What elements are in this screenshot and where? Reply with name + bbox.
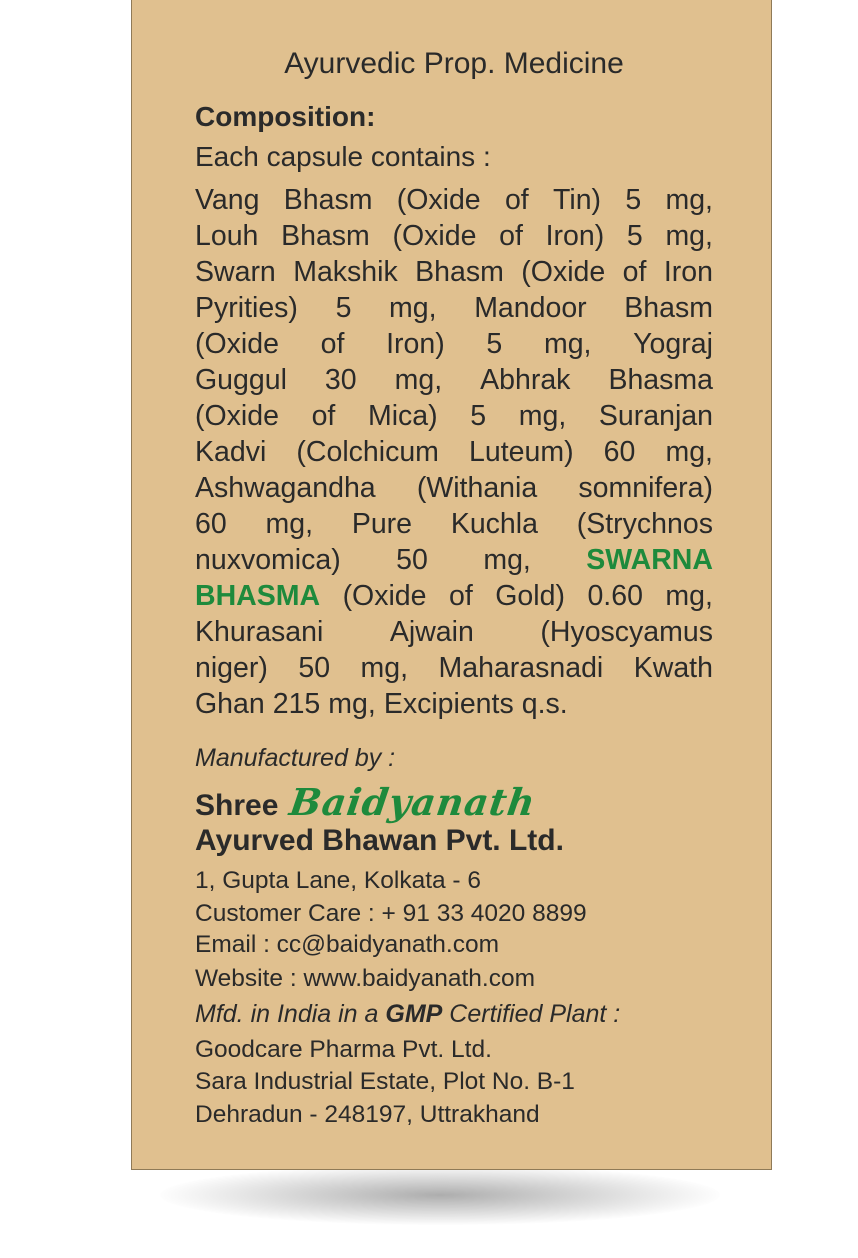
composition-word: Vang — [195, 184, 260, 216]
composition-word: (Oxide — [195, 400, 279, 432]
composition-word: Bhasm — [415, 256, 504, 288]
composition-word: of — [622, 256, 647, 288]
composition-text — [195, 182, 713, 722]
composition-word: Khurasani — [195, 616, 324, 648]
composition-word: Makshik — [293, 256, 398, 288]
composition-word: mg, — [328, 688, 376, 720]
composition-word: Yograj — [633, 328, 713, 360]
composition-word: (Colchicum — [296, 436, 439, 468]
composition-word: Suranjan — [598, 400, 713, 432]
company-name: Ayurved Bhawan Pvt. Ltd. — [195, 824, 564, 857]
composition-word: mg, — [483, 544, 531, 576]
composition-word: (Oxide — [195, 328, 279, 360]
composition-word: (Oxide — [392, 220, 477, 252]
composition-word: 215 — [272, 688, 321, 720]
composition-word: (Oxide — [521, 256, 606, 288]
composition-word: somnifera) — [578, 472, 713, 504]
gmp-statement — [195, 1000, 620, 1029]
composition-word: Bhasm — [283, 184, 373, 216]
composition-word: Iron) — [386, 328, 445, 360]
composition-word: Bhasm — [624, 292, 713, 324]
composition-word: nuxvomica) — [195, 544, 341, 576]
composition-word: Iron) — [545, 220, 605, 252]
composition-line — [195, 506, 713, 542]
plant-name: Goodcare Pharma Pvt. Ltd. — [195, 1036, 492, 1063]
composition-word: Gold) — [495, 580, 565, 612]
company-address: 1, Gupta Lane, Kolkata - 6 — [195, 867, 482, 894]
composition-word: Ashwagandha — [195, 472, 376, 504]
composition-word: SWARNA — [586, 544, 713, 576]
composition-word: 50 — [396, 544, 428, 576]
composition-word: Abhrak — [480, 364, 571, 396]
composition-word: mg, — [265, 508, 314, 540]
composition-word: Pyrities) — [195, 292, 298, 324]
composition-word: mg, — [665, 184, 713, 216]
composition-word: 5 — [626, 220, 643, 252]
composition-line — [195, 326, 713, 362]
composition-word: Swarn — [195, 256, 276, 288]
composition-word: mg, — [665, 580, 713, 612]
composition-line — [195, 182, 713, 218]
composition-word: mg, — [518, 400, 567, 432]
composition-line — [195, 254, 713, 290]
composition-word: Mica) — [367, 400, 438, 432]
composition-word: Kadvi — [195, 436, 267, 468]
composition-word: of — [499, 220, 523, 252]
composition-word: (Strychnos — [576, 508, 713, 540]
composition-word: 60 — [195, 508, 227, 540]
composition-word: (Withania — [416, 472, 538, 504]
composition-line — [195, 578, 713, 614]
composition-word: of — [449, 580, 473, 612]
composition-line — [195, 290, 713, 326]
composition-word: mg, — [543, 328, 592, 360]
plant-address-2: Dehradun - 248197, Uttrakhand — [195, 1101, 540, 1128]
product-category: Ayurvedic Prop. Medicine — [284, 47, 624, 80]
customer-care: Customer Care : + 91 33 4020 8899 — [195, 900, 587, 927]
composition-line — [195, 218, 713, 254]
composition-line — [195, 398, 713, 434]
composition-line — [195, 542, 713, 578]
composition-word: 50 — [298, 652, 331, 684]
composition-word: mg, — [389, 292, 437, 324]
label-shadow — [160, 1165, 720, 1225]
composition-word: Bhasm — [281, 220, 370, 252]
composition-word: Pure — [351, 508, 413, 540]
composition-word: niger) — [195, 652, 268, 684]
composition-word: q.s. — [521, 688, 568, 720]
composition-heading: Composition: — [195, 101, 376, 132]
composition-word: 0.60 — [587, 580, 643, 612]
composition-word: Mandoor — [474, 292, 587, 324]
composition-word: Guggul — [195, 364, 287, 396]
composition-word: (Oxide — [342, 580, 427, 612]
baidyanath-logo: Baidyanath — [287, 780, 539, 824]
composition-word: (Hyoscyamus — [540, 616, 713, 648]
brand-prefix: Shree — [195, 789, 279, 822]
composition-word: (Oxide — [396, 184, 481, 216]
composition-line — [195, 434, 713, 470]
composition-intro: Each capsule contains : — [195, 141, 491, 172]
gmp-pre: Mfd. in India in a — [195, 1000, 379, 1028]
composition-word: 5 — [625, 184, 642, 216]
manufactured-by-label: Manufactured by : — [195, 744, 396, 772]
composition-line — [195, 614, 713, 650]
gmp-post: Certified Plant : — [449, 1000, 621, 1028]
composition-word: Excipients — [383, 688, 514, 720]
composition-word: Ghan — [195, 688, 265, 720]
composition-word: Tin) — [553, 184, 602, 216]
composition-word: 30 — [324, 364, 357, 396]
composition-word: Louh — [195, 220, 259, 252]
composition-word: of — [320, 328, 345, 360]
gmp-bold: GMP — [385, 1000, 443, 1028]
composition-word: Maharasnadi — [438, 652, 604, 684]
brand-line — [195, 780, 539, 824]
composition-word: Bhasma — [608, 364, 713, 396]
composition-word: of — [504, 184, 529, 216]
composition-word: BHASMA — [195, 580, 321, 612]
composition-line — [195, 686, 713, 722]
composition-line — [195, 650, 713, 686]
plant-address-1: Sara Industrial Estate, Plot No. B-1 — [195, 1068, 575, 1095]
composition-word: mg, — [360, 652, 409, 684]
website: Website : www.baidyanath.com — [195, 965, 535, 992]
composition-line — [195, 362, 713, 398]
composition-line — [195, 470, 713, 506]
composition-word: Kuchla — [450, 508, 538, 540]
composition-word: Iron — [663, 256, 713, 288]
composition-word: 5 — [470, 400, 487, 432]
composition-word: Luteum) — [469, 436, 574, 468]
composition-word: 5 — [335, 292, 352, 324]
composition-word: of — [311, 400, 336, 432]
composition-word: mg, — [665, 220, 713, 252]
composition-word: mg, — [394, 364, 443, 396]
composition-word: 5 — [486, 328, 503, 360]
composition-word: Kwath — [633, 652, 713, 684]
composition-word: mg, — [665, 436, 713, 468]
email: Email : cc@baidyanath.com — [195, 931, 500, 958]
composition-word: Ajwain — [389, 616, 474, 648]
composition-word: 60 — [603, 436, 636, 468]
